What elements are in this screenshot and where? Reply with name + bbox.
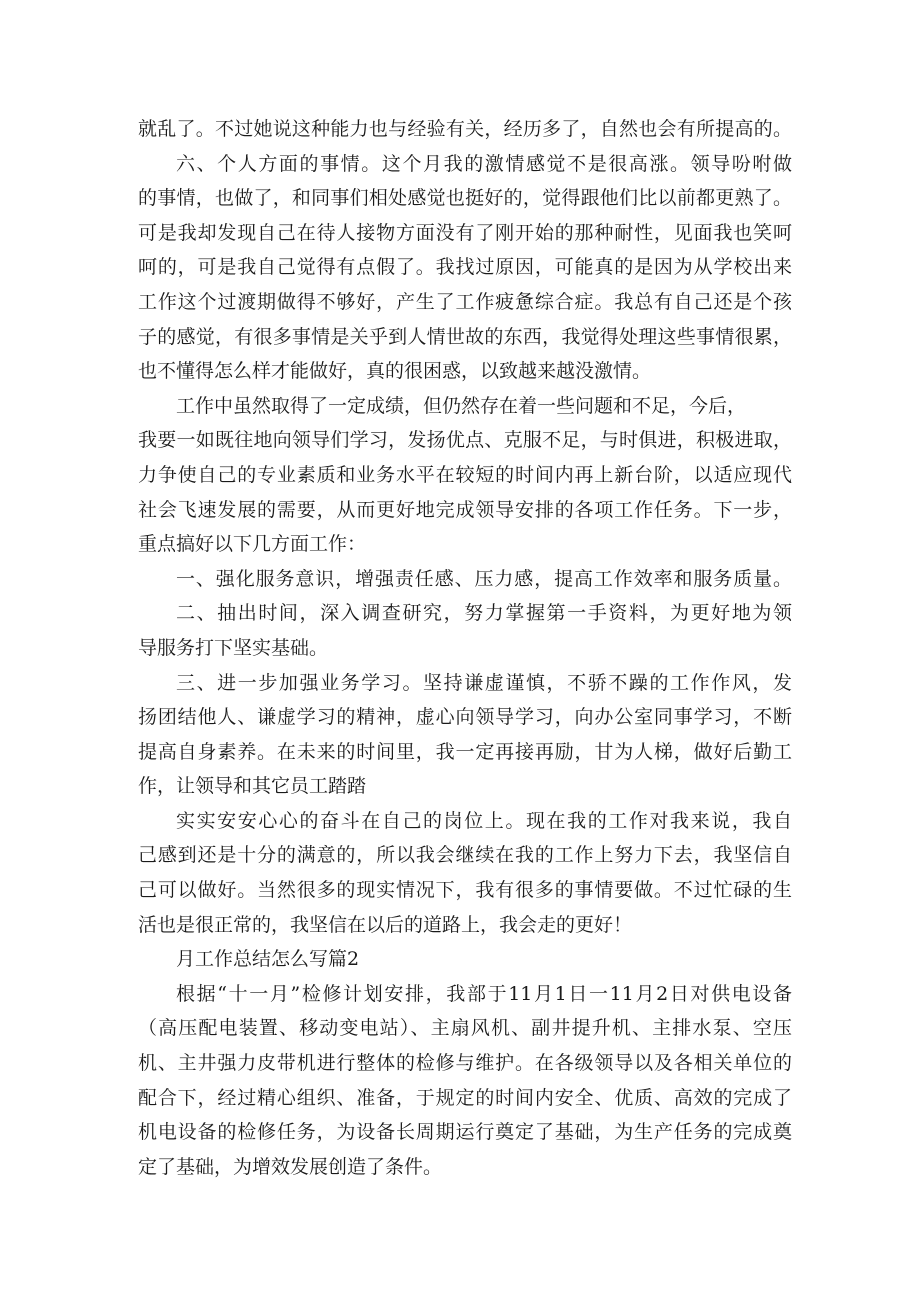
paragraph bbox=[138, 666, 792, 804]
text-line: 一、强化服务意识，增强责任感、压力感，提高工作效率和服务质量。 bbox=[176, 567, 792, 590]
text-line: 导服务打下坚实基础。 bbox=[138, 636, 329, 659]
text-line: 二、抽出时间，深入调查研究，努力掌握第一手资料，为更好地为领 bbox=[176, 602, 792, 625]
text-line: 工作这个过渡期做得不够好，产生了工作疲惫综合症。我总有自己还是个孩 bbox=[138, 290, 792, 313]
text-line: 社会飞速发展的需要，从而更好地完成领导安排的各项工作任务。下一步， bbox=[138, 498, 792, 521]
text-line: 也不懂得怎么样才能做好，真的很困惑，以致越来越没激情。 bbox=[138, 360, 652, 383]
paragraph bbox=[138, 596, 792, 665]
text-line: 工作中虽然取得了一定成绩，但仍然存在着一些问题和不足，今后， bbox=[176, 394, 747, 417]
text-line: 重点搞好以下几方面工作： bbox=[138, 533, 367, 556]
text-line: 己可以做好。当然很多的现实情况下，我有很多的事情要做。不过忙碌的生 bbox=[138, 879, 792, 902]
text-line: 就乱了。不过她说这种能力也与经验有关，经历多了，自然也会有所提高的。 bbox=[138, 118, 792, 140]
text-line: 的事情，也做了，和同事们相处感觉也挺好的，觉得跟他们比以前都更熟了。 bbox=[138, 187, 792, 210]
text-line: 我要一如既往地向领导们学习，发扬优点、克服不足，与时俱进，积极进取， bbox=[138, 429, 792, 452]
paragraph bbox=[138, 147, 792, 389]
document-body bbox=[138, 112, 792, 1184]
text-line: 配合下，经过精心组织、准备，于规定的时间内安全、优质、高效的完成了 bbox=[138, 1086, 792, 1109]
text-line: 可是我却发现自己在待人接物方面没有了刚开始的那种耐性，见面我也笑呵 bbox=[138, 221, 792, 244]
paragraph bbox=[138, 804, 792, 942]
text-line: 提高自身素养。在未来的时间里，我一定再接再励，甘为人梯，做好后勤工 bbox=[138, 740, 792, 763]
text-line: 己感到还是十分的满意的，所以我会继续在我的工作上努力下去，我坚信自 bbox=[138, 844, 792, 867]
text-line: 六、个人方面的事情。这个月我的激情感觉不是很高涨。领导吩咐做 bbox=[176, 152, 792, 175]
paragraph bbox=[138, 389, 792, 562]
paragraph bbox=[138, 977, 792, 1185]
text-line: 定了基础，为增效发展创造了条件。 bbox=[138, 1155, 443, 1178]
text-line: 月工作总结怎么写篇2 bbox=[176, 948, 360, 971]
text-line: 作，让领导和其它员工踏踏 bbox=[138, 775, 367, 798]
text-line: 机、主井强力皮带机进行整体的检修与维护。在各级领导以及各相关单位的 bbox=[138, 1052, 792, 1075]
text-line: 力争使自己的专业素质和业务水平在较短的时间内再上新台阶，以适应现代 bbox=[138, 463, 792, 486]
paragraph bbox=[138, 562, 792, 597]
text-line: （高压配电装置、移动变电站）、主扇风机、副井提升机、主排水泵、空压 bbox=[138, 1017, 792, 1040]
text-line: 根据“十一月”检修计划安排，我部于11月1日一11月2日对供电设备 bbox=[176, 982, 792, 1005]
text-line: 呵的，可是我自己觉得有点假了。我找过原因，可能真的是因为从学校出来 bbox=[138, 256, 792, 279]
text-line: 活也是很正常的，我坚信在以后的道路上，我会走的更好！ bbox=[138, 913, 633, 936]
text-line: 机电设备的检修任务，为设备长周期运行奠定了基础，为生产任务的完成奠 bbox=[138, 1121, 792, 1144]
text-line: 实实安安心心的奋斗在自己的岗位上。现在我的工作对我来说，我自 bbox=[176, 809, 792, 832]
paragraph bbox=[138, 942, 792, 977]
text-line: 子的感觉，有很多事情是关乎到人情世故的东西，我觉得处理这些事情很累， bbox=[138, 325, 792, 348]
paragraph bbox=[138, 112, 792, 147]
text-line: 扬团结他人、谦虚学习的精神，虚心向领导学习，向办公室同事学习，不断 bbox=[138, 706, 792, 729]
text-line: 三、进一步加强业务学习。坚持谦虚谨慎，不骄不躁的工作作风，发 bbox=[176, 671, 792, 694]
